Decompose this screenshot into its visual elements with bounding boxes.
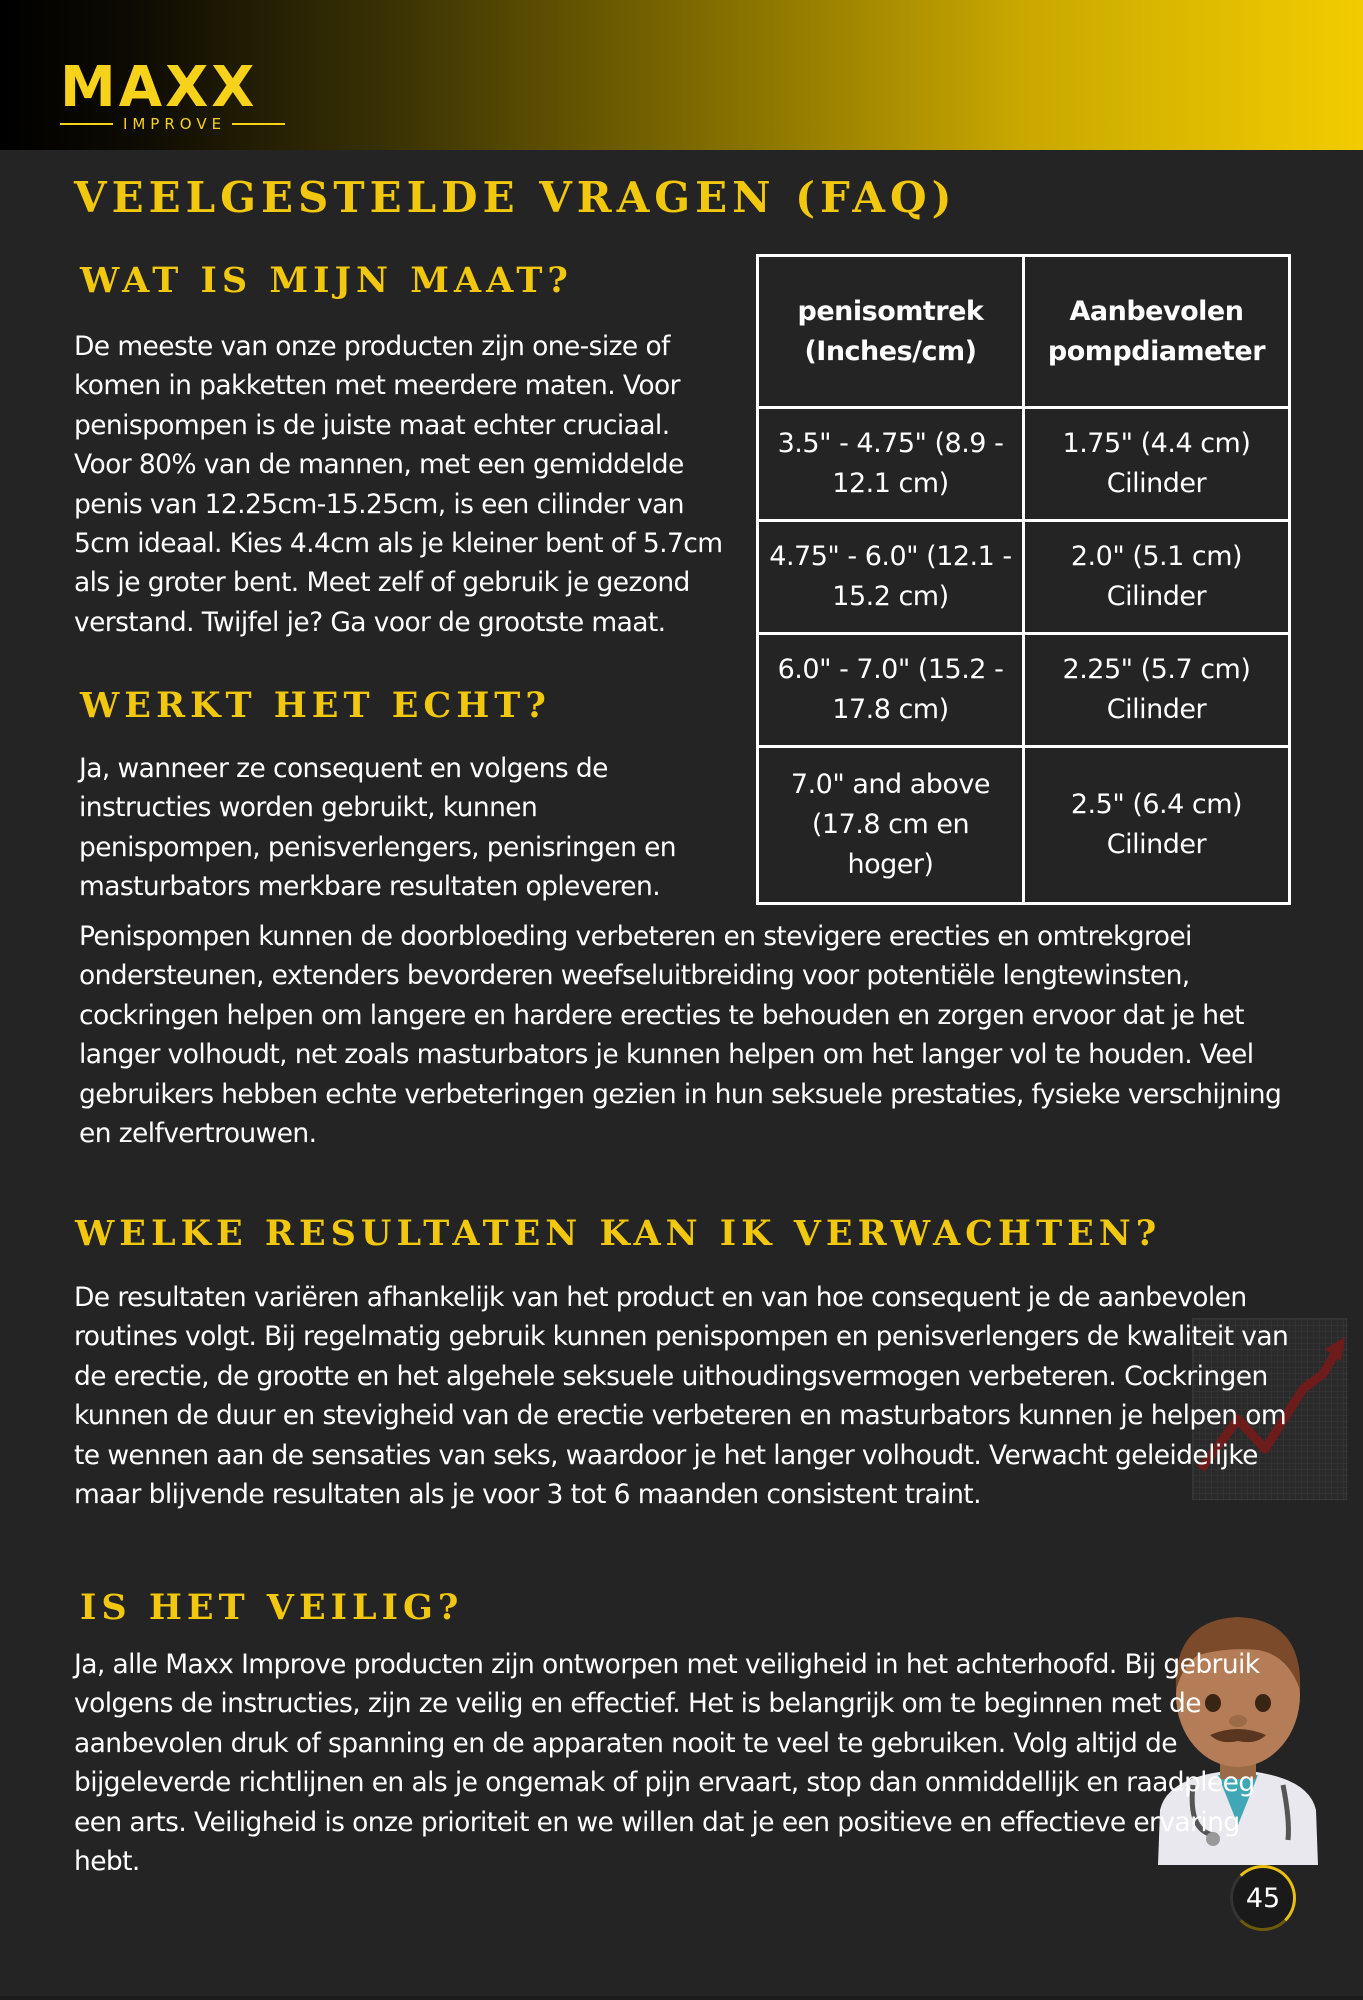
table-cell-girth: 4.75" - 6.0" (12.1 - 15.2 cm) (758, 521, 1024, 634)
size-table (756, 254, 1291, 905)
table-row (758, 521, 1290, 634)
table-cell-girth: 6.0" - 7.0" (15.2 - 17.8 cm) (758, 634, 1024, 747)
section-text-works-intro: Ja, wanneer ze consequent en volgens de instructies worden gebruikt, kunnen penispompen, penisverlengers, penisringen en masturbators merkbare resultaten opleveren. (79, 753, 676, 903)
section-heading-safety: IS HET VEILIG? (80, 1587, 464, 1628)
logo-rule-right (232, 123, 285, 125)
logo-wordmark: MAXX (60, 55, 258, 120)
section-heading-size: WAT IS MIJN MAAT? (80, 260, 573, 301)
section-text-works-detail: Penispompen kunnen de doorbloeding verbeteren en stevigere erecties en omtrekgroei ondersteunen, extenders bevorderen weefseluitbreiding voor potentiële lengtewinsten, cockringen helpen om langere en hardere erecties te behouden en zorgen ervoor dat je het langer volhoudt, net zoals masturbators je kunnen helpen om het langer vol te houden. Veel gebruikers hebben echte verbeteringen gezien in hun seksuele prestaties, fysieke verschijning en zelfvertrouwen. (79, 921, 1282, 1150)
logo-rule-left (60, 123, 113, 125)
logo-tagline: IMPROVE (122, 115, 227, 133)
table-cell-diameter: 2.5" (6.4 cm) Cilinder (1023, 747, 1289, 904)
table-header-row (758, 256, 1290, 408)
table-cell-diameter: 1.75" (4.4 cm) Cilinder (1023, 408, 1289, 521)
section-text-results: De resultaten variëren afhankelijk van het product en van hoe consequent je de aanbevolen routines volgt. Bij regelmatig gebruik kunnen penispompen en penisverlengers de kwaliteit van de erectie, de grootte en het algehele seksuele uithoudingsvermogen verbeteren. Cockringen kunnen de duur en stevigheid van de erectie verbeteren en masturbators kunnen je helpen om te wennen aan de sensaties van seks, waardoor je het langer volhoudt. Verwacht geleidelijke maar blijvende resultaten als je voor 3 tot 6 maanden consistent traint. (74, 1282, 1289, 1511)
table-cell-diameter: 2.25" (5.7 cm) Cilinder (1023, 634, 1289, 747)
table-header-diameter: Aanbevolen pompdiameter (1023, 256, 1289, 408)
brand-logo (60, 55, 285, 133)
page-number: 45 (1230, 1865, 1296, 1931)
table-row (758, 634, 1290, 747)
table-row (758, 747, 1290, 904)
section-text-size: De meeste van onze producten zijn one-size of komen in pakketten met meerdere maten. Voor penispompen is de juiste maat echter cruciaal. Voor 80% van de mannen, met een gemiddelde penis van 12.25cm-15.25cm, is een cilinder van 5cm ideaal. Kies 4.4cm als je kleiner bent of 5.7cm als je groter bent. Meet zelf of gebruik je gezond verstand. Twijfel je? Ga voor de grootste maat. (74, 331, 723, 638)
table-header-girth: penisomtrek (Inches/cm) (758, 256, 1024, 408)
table-cell-diameter: 2.0" (5.1 cm) Cilinder (1023, 521, 1289, 634)
table-cell-girth: 7.0" and above (17.8 cm en hoger) (758, 747, 1024, 904)
section-heading-results: WELKE RESULTATEN KAN IK VERWACHTEN? (75, 1213, 1162, 1254)
section-text-safety: Ja, alle Maxx Improve producten zijn ontworpen met veiligheid in het achterhoofd. Bij gebruik volgens de instructies, zijn ze veilig en effectief. Het is belangrijk om te beginnen met de aanbevolen druk of spanning en de apparaten nooit te veel te gebruiken. Volg altijd de bijgeleverde richtlijnen en als je ongemak of pijn ervaart, stop dan onmiddellijk en raadpleeg een arts. Veiligheid is onze prioriteit en we willen dat je een positieve en effectieve ervaring hebt. (74, 1649, 1260, 1878)
footer-divider (0, 1996, 1363, 2000)
table-row (758, 408, 1290, 521)
section-heading-works: WERKT HET ECHT? (80, 685, 551, 726)
page-title: VEELGESTELDE VRAGEN (FAQ) (74, 173, 957, 222)
table-cell-girth: 3.5" - 4.75" (8.9 - 12.1 cm) (758, 408, 1024, 521)
